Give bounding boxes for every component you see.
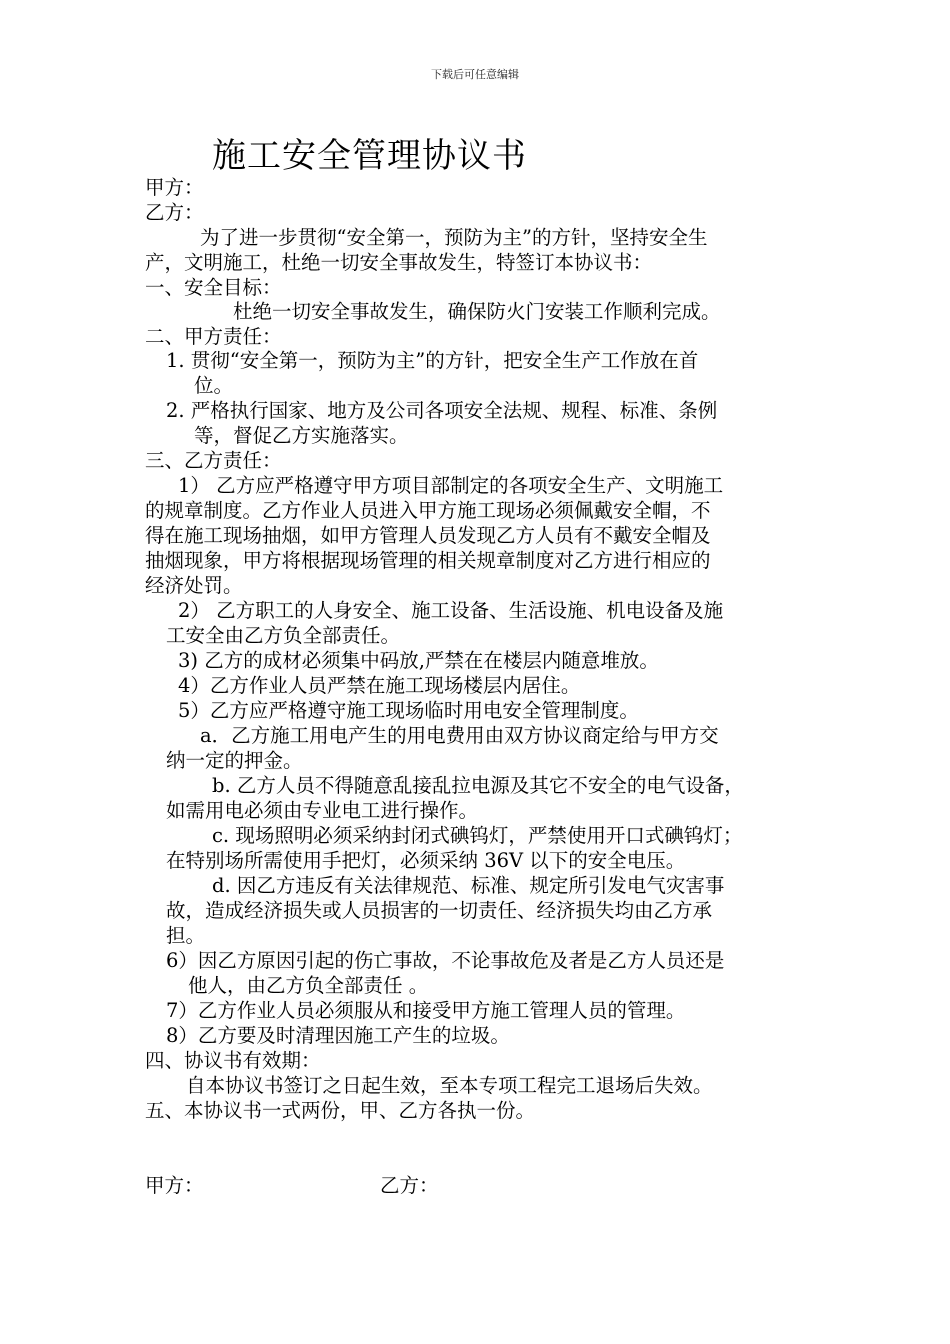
s3-item-4: 4）乙方作业人员严禁在施工现场楼层内居住。 [178, 674, 581, 697]
intro-line-2: 产，文明施工，杜绝一切安全事故发生，特签订本协议书： [145, 251, 653, 274]
section-2-item-1-line-1: 1. 贯彻“安全第一，预防为主”的方针，把安全生产工作放在首 [166, 349, 699, 372]
s3-item-6-line-2: 他人，由乙方负全部责任 。 [188, 974, 429, 997]
s3-item-6-line-1: 6）因乙方原因引起的伤亡事故，不论事故危及者是乙方人员还是 [166, 949, 725, 972]
section-4-heading: 四、协议书有效期： [145, 1049, 321, 1072]
s3-item-5: 5）乙方应严格遵守施工现场临时用电安全管理制度。 [178, 699, 639, 722]
s3-sub-d-line-2: 故，造成经济损失或人员损害的一切责任、经济损失均由乙方承 [166, 899, 713, 922]
s3-item-8: 8）乙方要及时清理因施工产生的垃圾。 [166, 1024, 510, 1047]
section-5-text: 五、本协议书一式两份，甲、乙方各执一份。 [145, 1099, 536, 1122]
party-b-line: 乙方： [145, 201, 204, 224]
document-title: 施工安全管理协议书 [212, 136, 527, 176]
s3-sub-b-line-2: 如需用电必须由专业电工进行操作。 [166, 799, 479, 822]
page-header-note: 下载后可任意编辑 [431, 68, 519, 81]
s3-item-2-line-1: 2） 乙方职工的人身安全、施工设备、生活设施、机电设备及施 [178, 599, 724, 622]
s3-sub-a-line-2: 纳一定的押金。 [166, 749, 303, 772]
s3-item-1-line-5: 经济处罚。 [145, 574, 243, 597]
s3-sub-d-line-1: d. 因乙方违反有关法律规范、标准、规定所引发电气灾害事 [212, 874, 725, 897]
signature-party-b: 乙方： [380, 1174, 439, 1197]
section-2-item-1-line-2: 位。 [194, 374, 234, 397]
s3-item-1-line-3: 得在施工现场抽烟，如甲方管理人员发现乙方人员有不戴安全帽及 [145, 524, 711, 547]
s3-sub-c-line-1: c. 现场照明必须采纳封闭式碘钨灯，严禁使用开口式碘钨灯； [212, 824, 743, 847]
s3-item-1-line-1: 1） 乙方应严格遵守甲方项目部制定的各项安全生产、文明施工 [178, 474, 724, 497]
s3-item-3: 3) 乙方的成材必须集中码放,严禁在在楼层内随意堆放。 [178, 649, 659, 672]
signature-party-a: 甲方： [145, 1174, 204, 1197]
s3-sub-c-line-2: 在特别场所需使用手把灯，必须采纳 36V 以下的安全电压。 [166, 849, 686, 872]
section-2-heading: 二、甲方责任： [145, 325, 282, 348]
section-1-text: 杜绝一切安全事故发生，确保防火门安装工作顺利完成。 [233, 300, 721, 323]
intro-line-1: 为了进一步贯彻“安全第一，预防为主”的方针，坚持安全生 [200, 226, 708, 249]
s3-item-7: 7）乙方作业人员必须服从和接受甲方施工管理人员的管理。 [166, 999, 686, 1022]
section-1-heading: 一、安全目标： [145, 276, 282, 299]
s3-sub-b-line-1: b. 乙方人员不得随意乱接乱拉电源及其它不安全的电气设备， [212, 774, 744, 797]
section-2-item-2-line-1: 2. 严格执行国家、地方及公司各项安全法规、规程、标准、条例 [166, 399, 718, 422]
s3-item-2-line-2: 工安全由乙方负全部责任。 [166, 624, 401, 647]
section-4-text: 自本协议书签订之日起生效，至本专项工程完工退场后失效。 [186, 1074, 713, 1097]
section-2-item-2-line-2: 等，督促乙方实施落实。 [194, 424, 409, 447]
party-a-line: 甲方： [145, 176, 204, 199]
s3-item-1-line-4: 抽烟现象，甲方将根据现场管理的相关规章制度对乙方进行相应的 [145, 549, 711, 572]
section-3-heading: 三、乙方责任： [145, 449, 282, 472]
s3-sub-a-line-1: a．乙方施工用电产生的用电费用由双方协议商定给与甲方交 [200, 724, 719, 747]
s3-sub-d-line-3: 担。 [166, 924, 206, 947]
s3-item-1-line-2: 的规章制度。乙方作业人员进入甲方施工现场必须佩戴安全帽，不 [145, 499, 711, 522]
